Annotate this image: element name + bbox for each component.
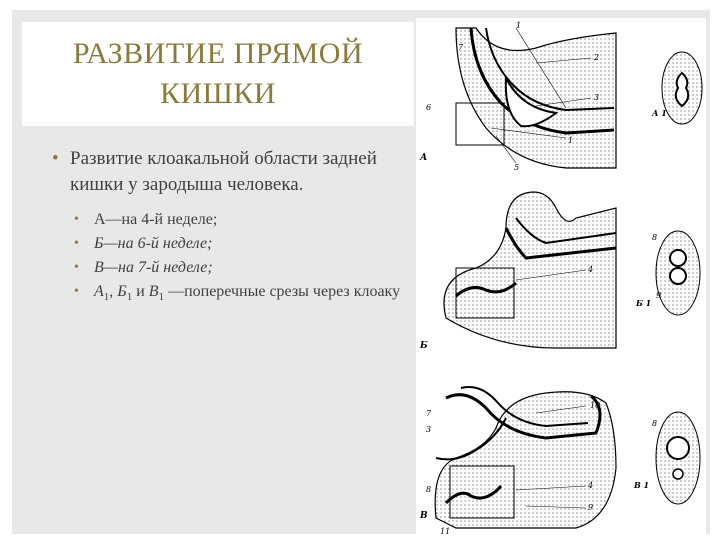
slide-title	[22, 34, 414, 114]
title-line-2: КИШКИ	[159, 77, 277, 110]
fig-number: 3	[594, 93, 600, 102]
fig-number: 7	[458, 43, 464, 52]
sub-bullet-v: • В—на 7-й неделе;	[70, 256, 416, 280]
panel-c	[419, 387, 700, 534]
fig-number: 8	[426, 485, 432, 494]
sub-bullet-cross-sections: • $А_1$, $Б_1$ и $В_1$ —поперечные срезы через клоаку	[70, 280, 416, 309]
bullet-icon: •	[52, 148, 59, 169]
bullet-icon: •	[74, 284, 79, 299]
panel-a	[419, 21, 702, 172]
cross-section-v1-label: В 1	[634, 480, 650, 490]
fig-number: 4	[588, 481, 594, 490]
fig-number: 11	[440, 527, 451, 534]
fig-number: 6	[426, 103, 432, 112]
bullet-icon: •	[74, 212, 79, 227]
panel-b-label: Б	[420, 341, 428, 351]
fig-number: 8	[652, 419, 658, 428]
fig-number: 10	[590, 401, 601, 410]
title-line-1: РАЗВИТИЕ ПРЯМОЙ	[72, 37, 364, 70]
panel-b	[419, 192, 700, 351]
fig-number: 1	[568, 136, 574, 145]
fig-number: 7	[426, 409, 432, 418]
sub-bullet-b: • Б—на 6-й неделе;	[70, 232, 416, 256]
cross-section-a1-label: А 1	[652, 108, 667, 118]
bullet-icon: •	[74, 260, 79, 275]
fig-number: 1	[516, 21, 522, 30]
fig-number: 2	[594, 53, 600, 62]
panel-c-label: В	[420, 511, 428, 521]
cross-section-b1-label: Б 1	[636, 298, 652, 308]
main-bullet	[48, 146, 416, 198]
embryo-illustration-svg	[416, 18, 706, 534]
panel-a-label: А	[420, 153, 428, 163]
fig-number: 9	[656, 291, 662, 300]
slide-content	[48, 146, 416, 309]
fig-number: 5	[514, 163, 520, 172]
fig-number: 8	[652, 233, 658, 242]
embryo-illustration	[416, 18, 706, 534]
sub-bullet-list	[48, 208, 416, 309]
sub-bullet-a: • А—на 4-й неделе;	[70, 208, 416, 232]
main-bullet-text: Развитие клоакальной области задней кишки у зародыша человека.	[70, 148, 377, 195]
fig-number: 4	[588, 265, 594, 274]
bullet-icon: •	[74, 236, 79, 251]
fig-number: 9	[588, 503, 594, 512]
fig-number: 3	[426, 425, 432, 434]
